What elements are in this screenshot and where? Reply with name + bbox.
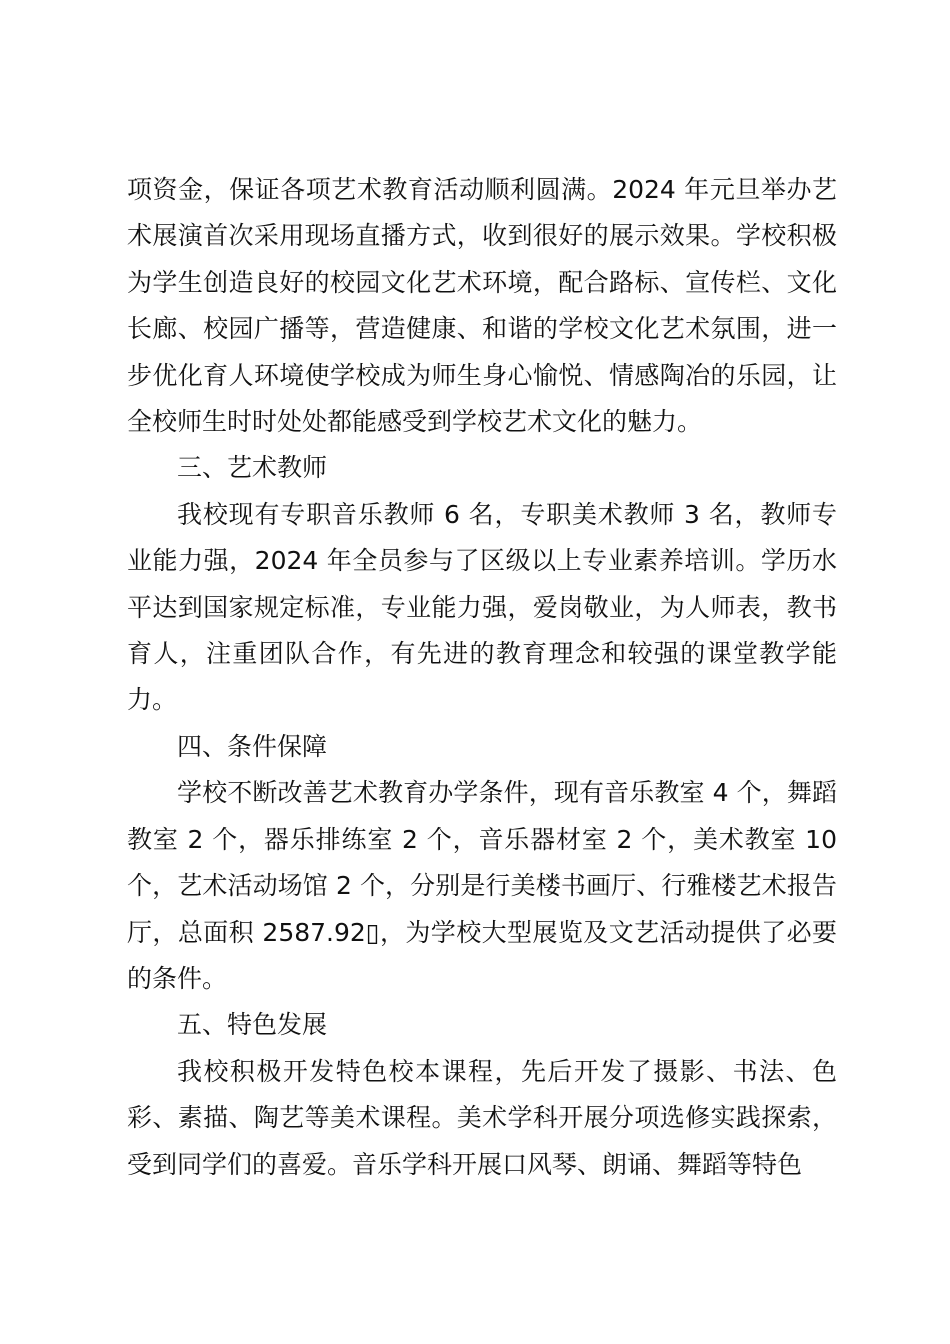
paragraph-conditions: 学校不断改善艺术教育办学条件，现有音乐教室 4 个，舞蹈教室 2 个，器乐排练室 2 个，音乐器材室 2 个，美术教室 10 个，艺术活动场馆 2 个，分别是行美楼书画厅、行雅楼艺术报告厅，总面积 2587.92▯，为学校大型展览及文艺活动提供了必要的条件。 xyxy=(127,778,837,993)
section-heading-art-teachers: 三、艺术教师 xyxy=(177,453,328,483)
document-body xyxy=(127,167,837,1188)
paragraph-art-teachers: 我校现有专职音乐教师 6 名，专职美术教师 3 名，教师专业能力强，2024 年全员参与了区级以上专业素养培训。学历水平达到国家规定标准，专业能力强，爱岗敬业，为人师表，教书育人，注重团队合作，有先进的教育理念和较强的课堂教学能力。 xyxy=(127,499,837,715)
paragraph-campus-culture: 项资金，保证各项艺术教育活动顺利圆满。2024 年元旦举办艺术展演首次采用现场直播方式，收到很好的展示效果。学校积极为学生创造良好的校园文化艺术环境，配合路标、宣传栏、文化长廊、校园广播等，营造健康、和谐的学校文化艺术氛围，进一步优化育人环境使学校成为师生身心愉悦、情感陶冶的乐园，让全校师生时时处处都能感受到学校艺术文化的魅力。 xyxy=(127,175,837,437)
section-heading-featured-development: 五、特色发展 xyxy=(177,1010,328,1040)
paragraph-featured-development: 我校积极开发特色校本课程，先后开发了摄影、书法、色彩、素描、陶艺等美术课程。美术学科开展分项选修实践探索，受到同学们的喜爱。音乐学科开展口风琴、朗诵、舞蹈等特色 xyxy=(127,1056,837,1179)
section-heading-conditions: 四、条件保障 xyxy=(177,731,328,761)
